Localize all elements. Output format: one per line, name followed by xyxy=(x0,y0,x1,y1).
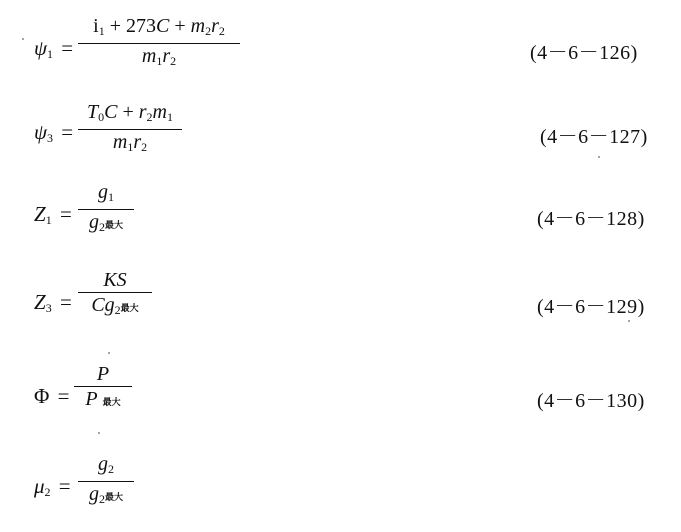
lhs-subscript: 2 xyxy=(44,485,51,499)
math-term: i xyxy=(93,15,99,37)
subscript-max-label: 最大 xyxy=(102,398,121,408)
math-term: m xyxy=(112,131,128,153)
math-term: r xyxy=(211,15,219,37)
math-term: r xyxy=(138,101,147,123)
math-term: P xyxy=(96,363,110,385)
denominator xyxy=(78,130,182,159)
numerator xyxy=(78,268,152,292)
equation-number: (4－6－126) xyxy=(530,42,638,64)
math-term: r xyxy=(133,131,142,153)
math-term: KS xyxy=(103,269,127,291)
lhs-symbol: Z xyxy=(34,202,46,226)
fraction xyxy=(74,362,132,415)
lhs-symbol: ψ xyxy=(34,36,48,60)
subscript: 2 xyxy=(218,24,225,38)
fraction xyxy=(78,180,134,239)
subscript: 2 xyxy=(146,110,153,124)
math-term: + xyxy=(169,15,191,37)
math-term: T xyxy=(87,101,99,123)
subscript: 0 xyxy=(98,110,105,124)
denominator xyxy=(74,387,132,415)
subscript: 1 xyxy=(98,24,105,38)
lhs-subscript: 3 xyxy=(47,131,54,145)
scan-speck xyxy=(598,156,600,158)
subscript: 2 xyxy=(108,462,114,476)
math-term: g xyxy=(98,453,108,475)
numerator xyxy=(78,14,240,43)
math-term: g xyxy=(88,211,99,233)
math-term: + 273 xyxy=(104,15,156,37)
denominator xyxy=(78,210,134,239)
subscript-max-label: 最大 xyxy=(104,493,123,503)
math-term: C xyxy=(91,294,105,316)
equals-sign: = xyxy=(61,120,74,144)
math-term: r xyxy=(162,45,171,67)
fraction xyxy=(78,100,182,159)
lhs-subscript: 1 xyxy=(45,213,52,227)
equation-number: (4－6－128) xyxy=(537,208,645,230)
math-term: m xyxy=(152,101,167,123)
equation-number: (4－6－127) xyxy=(540,126,648,148)
math-term: C xyxy=(155,15,170,37)
lhs-subscript: 3 xyxy=(45,301,52,315)
math-term: g xyxy=(88,483,99,505)
fraction xyxy=(78,452,134,511)
subscript: 1 xyxy=(127,140,134,154)
subscript-max-label: 最大 xyxy=(104,221,123,231)
subscript: 2 xyxy=(205,24,212,38)
lhs-symbol: Φ xyxy=(34,384,50,408)
equation-lhs xyxy=(34,474,71,500)
equation-lhs xyxy=(34,120,73,146)
subscript: 2 xyxy=(98,220,105,234)
denominator xyxy=(78,482,134,511)
math-term: + xyxy=(117,101,139,123)
lhs-subscript: 1 xyxy=(47,47,54,61)
equation-lhs xyxy=(34,384,69,410)
math-term: m xyxy=(141,45,157,67)
subscript-max-label: 最大 xyxy=(120,304,139,314)
lhs-symbol: ψ xyxy=(34,120,48,144)
math-term: g xyxy=(104,294,115,316)
equals-sign: = xyxy=(59,202,72,226)
denominator xyxy=(78,293,152,322)
numerator xyxy=(78,100,182,129)
equation-number: (4－6－129) xyxy=(537,296,645,318)
math-term: g xyxy=(98,181,108,203)
equation-lhs xyxy=(34,36,73,62)
equation-number: (4－6－130) xyxy=(537,390,645,412)
subscript: 1 xyxy=(156,54,163,68)
subscript: 2 xyxy=(114,303,121,317)
equals-sign: = xyxy=(58,474,71,498)
equation-lhs xyxy=(34,290,72,316)
equals-sign: = xyxy=(59,290,72,314)
fraction xyxy=(78,268,152,322)
equals-sign: = xyxy=(61,36,74,60)
scan-speck xyxy=(628,320,630,322)
subscript: 1 xyxy=(167,110,173,124)
subscript: 2 xyxy=(141,140,148,154)
equals-sign: = xyxy=(57,384,70,408)
equation-lhs xyxy=(34,202,72,228)
numerator xyxy=(78,452,134,481)
scan-speck xyxy=(22,38,24,40)
denominator xyxy=(78,44,240,73)
numerator xyxy=(74,362,132,386)
lhs-symbol: Z xyxy=(34,290,46,314)
math-term: P xyxy=(85,388,98,410)
scan-speck xyxy=(98,432,100,434)
scan-speck xyxy=(108,352,110,354)
subscript: 2 xyxy=(98,492,105,506)
lhs-symbol: μ xyxy=(34,474,45,498)
subscript: 1 xyxy=(108,190,114,204)
numerator xyxy=(78,180,134,209)
fraction xyxy=(78,14,240,73)
math-term: m xyxy=(190,15,206,37)
subscript: 2 xyxy=(170,54,177,68)
math-term: C xyxy=(104,101,118,123)
